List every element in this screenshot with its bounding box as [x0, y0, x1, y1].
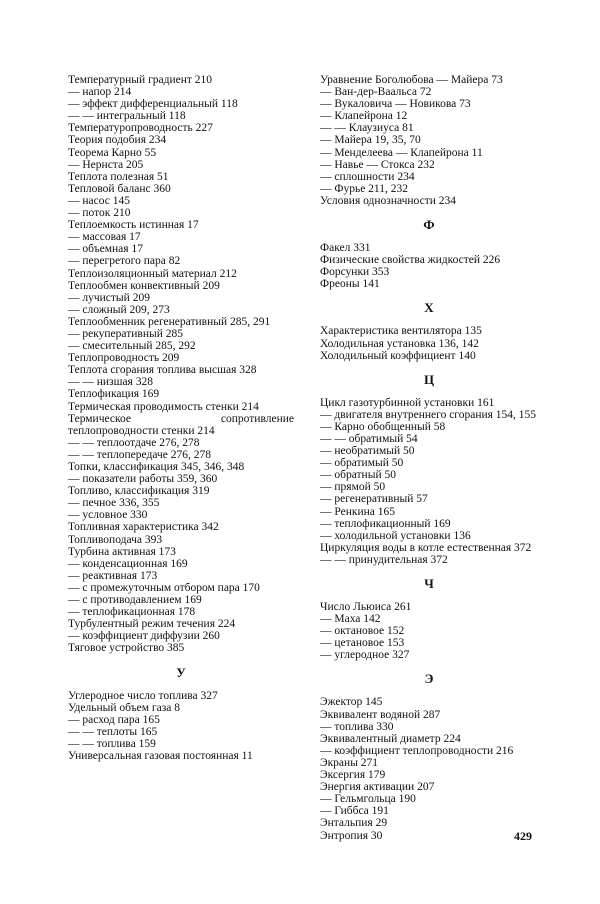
- index-section-letter: Ф: [423, 217, 435, 233]
- index-entry: Теплоемкость истинная 17: [68, 219, 199, 232]
- index-entry: — напор 214: [68, 86, 132, 99]
- index-entry: Эжектор 145: [320, 696, 383, 709]
- index-section-letter: Ч: [424, 576, 434, 591]
- index-entry: — Фурье 211, 232: [320, 182, 409, 195]
- index-entry: — смесительный 285, 292: [68, 340, 196, 353]
- index-entry: Термическое сопротивление теплопроводности стенки 214: [68, 412, 294, 437]
- index-entry: Теорема Карно 55: [68, 146, 157, 159]
- index-entry: Теплопроводность 209: [68, 352, 180, 365]
- index-entry: — реактивная 173: [68, 569, 158, 582]
- index-entry: — перегретого пара 82: [68, 255, 181, 268]
- index-section-letter: У: [176, 664, 186, 680]
- index-column-left: [68, 74, 294, 762]
- index-entry: Турбулентный режим течения 224: [68, 618, 236, 631]
- index-entry: — лучистый 209: [68, 291, 150, 304]
- index-entry: — углеродное 327: [320, 649, 410, 662]
- index-entry: — коэффициент диффузии 260: [68, 630, 220, 643]
- index-entry: Тепловой баланс 360: [68, 182, 171, 195]
- index-entry: — насос 145: [68, 194, 131, 207]
- index-entry: Энтальпия 29: [320, 817, 388, 830]
- index-entry: Теплота полезная 51: [68, 170, 169, 183]
- index-entry: Топки, классификация 345, 346, 348: [68, 461, 245, 473]
- index-entry: — топлива 330: [320, 720, 394, 733]
- index-entry: — — теплоотдаче 276, 278: [68, 436, 200, 449]
- index-entry: Фреоны 141: [320, 278, 380, 291]
- page-number: 429: [514, 829, 532, 843]
- index-entry: — — низшая 328: [68, 376, 153, 389]
- index-entry: — — обратимый 54: [320, 432, 418, 445]
- index-entry: — условное 330: [68, 509, 148, 522]
- index-entry: Характеристика вентилятора 135: [320, 325, 482, 338]
- index-entry: — Карно обобщенный 58: [320, 420, 446, 433]
- index-entry: — Клапейрона 12: [320, 110, 408, 123]
- index-entry: — прямой 50: [320, 481, 386, 494]
- index-entry: Топливная характеристика 342: [68, 521, 219, 534]
- index-entry: — Гельмгольца 190: [320, 793, 416, 806]
- index-entry: — Менделеева — Клапейрона 11: [320, 146, 483, 159]
- index-entry: — расход пара 165: [68, 713, 160, 726]
- index-entry: Теплота сгорания топлива высшая 328: [68, 364, 257, 377]
- index-entry: — холодильной установки 136: [320, 529, 471, 542]
- index-entry: Энергия активации 207: [320, 781, 435, 794]
- index-entry: — теплофикационная 178: [68, 606, 196, 619]
- index-entry: — Ренкина 165: [320, 505, 396, 518]
- index-entry: — Майера 19, 35, 70: [320, 134, 421, 147]
- index-entry: — с противодавлением 169: [68, 594, 202, 607]
- index-entry: — — Клаузиуса 81: [320, 122, 414, 135]
- index-entry: — октановое 152: [320, 625, 405, 638]
- index-entry: — необратимый 50: [320, 445, 415, 458]
- index-entry: — показатели работы 359, 360: [68, 473, 218, 486]
- index-entry: Форсунки 353: [320, 266, 390, 279]
- index-entry: — сложный 209, 273: [68, 303, 170, 316]
- index-entry: — — теплоты 165: [68, 725, 158, 738]
- index-entry: — Нернста 205: [68, 158, 144, 171]
- index-entry: — Навье — Стокса 232: [320, 158, 435, 171]
- index-entry: — массовая 17: [68, 231, 141, 244]
- index-section-letter: Ц: [423, 371, 435, 387]
- index-entry: — двигателя внутреннего сгорания 154, 155: [320, 408, 537, 421]
- index-entry: — коэффициент теплопроводности 216: [320, 744, 514, 757]
- index-entry: — конденсационная 169: [68, 557, 188, 570]
- index-entry: Теплофикация 169: [68, 388, 160, 401]
- index-entry: Термическая проводимость стенки 214: [68, 400, 259, 413]
- index-entry: — Гиббса 191: [320, 805, 389, 818]
- index-entry: — — теплопередаче 276, 278: [68, 448, 211, 461]
- index-entry: Эксергия 179: [320, 769, 386, 782]
- index-entry: — — топлива 159: [68, 737, 156, 750]
- index-section-letter: Э: [424, 671, 434, 687]
- index-entry: — объемная 17: [68, 243, 143, 256]
- index-entry: Экраны 271: [320, 756, 379, 769]
- index-entry: — — интегральный 118: [68, 110, 186, 123]
- index-entry: — теплофикационный 169: [320, 517, 451, 530]
- index-entry: — — принудительная 372: [320, 553, 448, 566]
- index-entry: Теория подобия 234: [68, 134, 167, 147]
- index-entry: — регенеративный 57: [320, 493, 428, 506]
- index-entry: — рекуперативный 285: [68, 327, 183, 340]
- index-entry: Температурный градиент 210: [68, 74, 213, 86]
- index-entry: Эквивалент водяной 287: [320, 708, 441, 721]
- index-entry: Цикл газотурбинной установки 161: [320, 396, 495, 409]
- index-entry: Топливоподача 393: [68, 533, 163, 546]
- index-entry: Теплообменник регенеративный 285, 291: [68, 315, 271, 328]
- index-entry: Уравнение Боголюбова — Майера 73: [320, 74, 503, 86]
- index-entry: Число Льюиса 261: [320, 601, 412, 613]
- index-entry: Эквивалентный диаметр 224: [320, 732, 461, 745]
- index-entry: Теплоизоляционный материал 212: [68, 267, 237, 280]
- index-entry: Турбина активная 173: [68, 545, 176, 558]
- index-entry: — поток 210: [68, 207, 131, 220]
- index-entry: — цетановое 153: [320, 637, 405, 650]
- index-entry: Условия однозначности 234: [320, 194, 457, 207]
- index-column-right: [320, 74, 538, 842]
- index-entry: Холодильная установка 136, 142: [320, 337, 479, 350]
- index-entry: Тяговое устройство 385: [68, 642, 185, 655]
- index-entry: Холодильный коэффициент 140: [320, 349, 476, 362]
- index-entry: — печное 336, 355: [68, 497, 160, 510]
- index-entry: — с промежуточным отбором пара 170: [68, 581, 260, 594]
- index-entry: Топливо, классификация 319: [68, 485, 210, 498]
- index-entry: Теплообмен конвективный 209: [68, 279, 220, 292]
- index-entry: Универсальная газовая постоянная 11: [68, 749, 253, 762]
- index-entry: Циркуляция воды в котле естественная 372: [320, 541, 532, 554]
- index-entry: — Ван-дер-Ваальса 72: [320, 86, 432, 99]
- index-entry: Углеродное число топлива 327: [68, 689, 218, 702]
- index-entry: — обратный 50: [320, 469, 396, 482]
- index-entry: Энтропия 30: [320, 829, 383, 842]
- index-entry: Физические свойства жидкостей 226: [320, 254, 501, 267]
- index-entry: — сплошности 234: [320, 170, 415, 183]
- index-entry: — эффект дифференциальный 118: [68, 98, 238, 111]
- index-entry: — Маха 142: [320, 613, 381, 626]
- index-entry: Температуропроводность 227: [68, 122, 213, 135]
- index-entry: — Вукаловича — Новикова 73: [320, 98, 471, 111]
- index-entry: — обратимый 50: [320, 457, 404, 470]
- index-entry: Факел 331: [320, 242, 371, 255]
- index-section-letter: Х: [424, 300, 434, 316]
- index-entry: Удельный объем газа 8: [68, 701, 180, 714]
